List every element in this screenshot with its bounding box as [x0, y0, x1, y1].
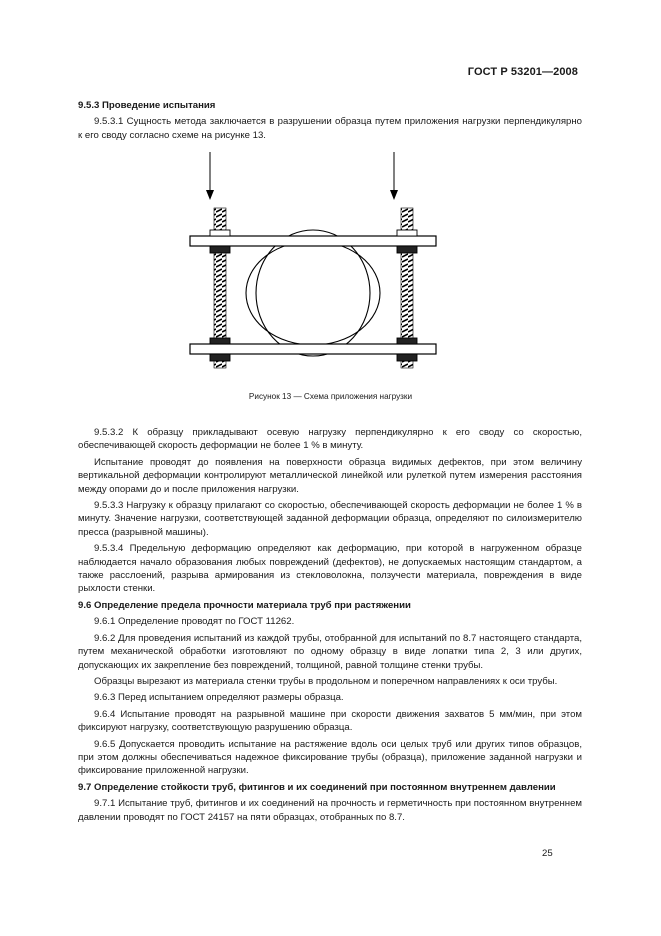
paragraph-samples-cut: Образцы вырезают из материала стенки трубы в продольном и поперечном направлениях к оси трубы. — [94, 675, 558, 687]
paragraph-9-5-3-4: 9.5.3.4 Предельную деформацию определяют как деформацию, при которой в нагруженном образце наблюдается начало образования любых повреждений (дефектов), не допускаемых настоящим стандартом, а также расслоений, разрыва армирования из стекловолокна, ползучести материала, повреждения в виде рыхлости стенки. — [78, 543, 582, 595]
paragraph-9-7-1: 9.7.1 Испытание труб, фитингов и их соединений на прочность и герметичность при постоянном внутреннем давлении проводят по ГОСТ 24157 на пяти образцах, отобранных по 8.7. — [78, 798, 582, 823]
bottom-plate — [190, 344, 436, 354]
load-scheme-diagram — [180, 148, 440, 378]
paragraph-9-5-3-3: 9.5.3.3 Нагрузку к образцу прилагают со скоростью, обеспечивающей скорость деформации не более 1 % в минуту. Значение нагрузки, соответствующей заданной деформации образца, определяют по силоизмерителю пресса (разрывной машины). — [78, 500, 582, 538]
section-9-5-3 — [78, 96, 582, 145]
figure-caption: Рисунок 13 — Схема приложения нагрузки — [248, 392, 413, 401]
specimen-initial-shape — [256, 230, 370, 356]
paragraph-9-5-3-2: 9.5.3.2 К образцу прикладывают осевую нагрузку перпендикулярно к его своду со скоростью, обеспечивающей скорость деформации не более 1 % в минуту. — [78, 427, 582, 452]
heading-9-6: 9.6 Определение предела прочности материала труб при растяжении — [78, 599, 411, 611]
paragraph-9-6-4: 9.6.4 Испытание проводят на разрывной машине при скорости движения захватов 5 мм/мин, при этом фиксируют нагрузку, соответствующую разрушению образца. — [78, 708, 582, 734]
document-code: ГОСТ Р 53201—2008 — [467, 66, 578, 78]
heading-9-5-3: 9.5.3 Проведение испытания — [78, 100, 216, 111]
paragraph-test-procedure: Испытание проводят до появления на поверхности образца видимых дефектов, при этом величину вертикальной деформации контролируют металлической линейкой или рулеткой путем измерения расстояния между опорами до и после приложения нагрузки. — [78, 456, 582, 495]
body-text — [78, 426, 582, 827]
paragraph-9-6-2: 9.6.2 Для проведения испытаний из каждой трубы, отобранной для испытаний по 8.7 настоящего стандарта, путем механической обработки изготовляют по одному образцу в виде лопатки типа 2, 3 или других, допускающих их закрепление без повреждений, толщиной, равной толщине стенки трубы. — [78, 632, 582, 671]
heading-9-7: 9.7 Определение стойкости труб, фитингов и их соединений при постоянном внутреннем давлении — [78, 781, 556, 793]
paragraph-9-6-1: 9.6.1 Определение проводят по ГОСТ 11262. — [94, 616, 295, 628]
figure-13-load-scheme — [180, 148, 440, 383]
load-arrow-left — [206, 152, 214, 200]
top-plate — [190, 236, 436, 246]
paragraph-9-5-3-1: 9.5.3.1 Сущность метода заключается в разрушении образца путем приложения нагрузки перпендикулярно к его своду согласно схеме на рисунке 13. — [78, 116, 582, 141]
load-arrow-right — [390, 152, 398, 200]
paragraph-9-6-3: 9.6.3 Перед испытанием определяют размеры образца. — [94, 692, 344, 704]
paragraph-9-6-5: 9.6.5 Допускается проводить испытание на растяжение вдоль оси целых труб или других типов образцов, при этом должны обеспечиваться надежное фиксирование трубы (образца), приложение заданной нагрузки и фиксирование приложенной нагрузки. — [78, 738, 582, 777]
page-number: 25 — [542, 848, 553, 859]
